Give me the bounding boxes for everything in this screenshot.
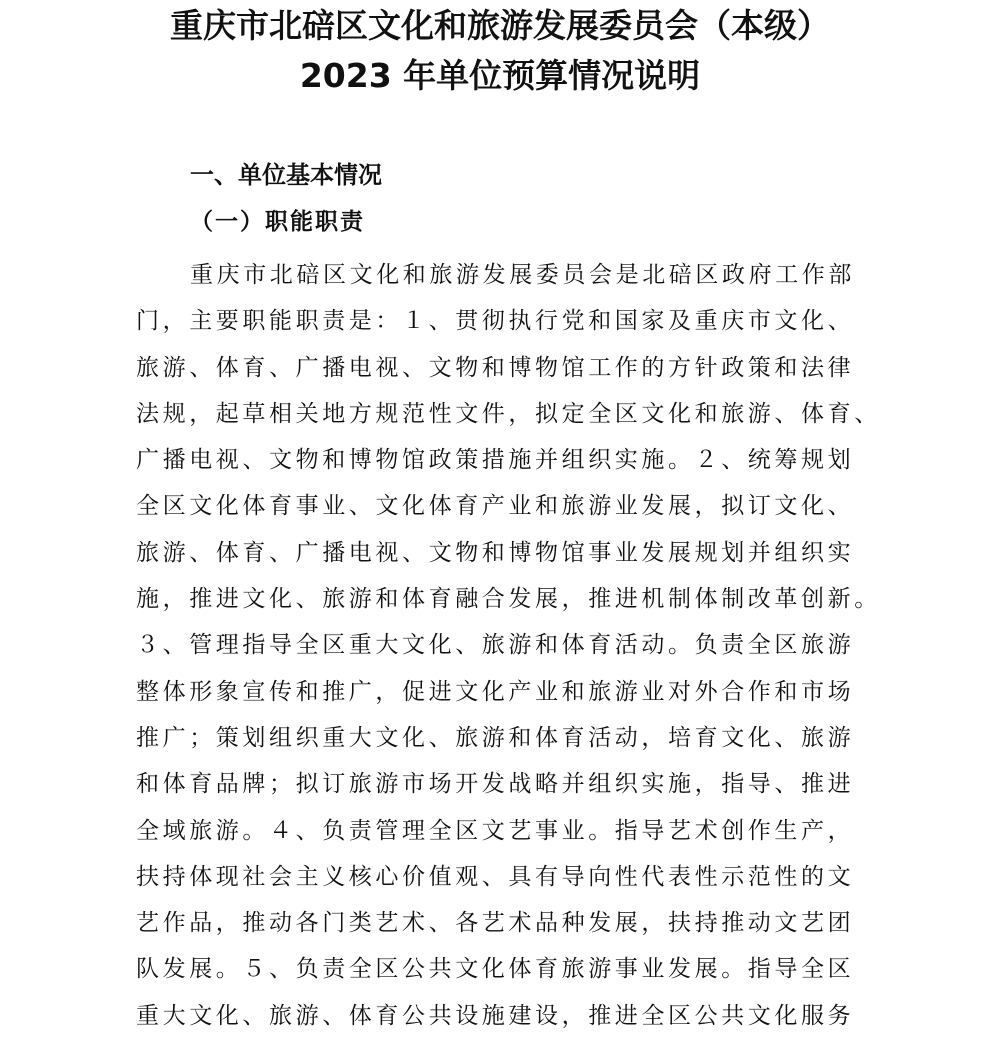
document-title-line-1: 重庆市北碚区文化和旅游发展委员会（本级） (170, 6, 830, 45)
section-heading: 一、单位基本情况 (190, 161, 382, 189)
paragraph-line: 整体形象宣传和推广，促进文化产业和旅游业对外合作和市场 (136, 678, 855, 705)
paragraph-line: 和体育品牌；拟订旅游市场开发战略并组织实施，指导、推进 (136, 771, 855, 798)
paragraph-line: 门，主要职能职责是：１、贯彻执行党和国家及重庆市文化、 (136, 308, 855, 335)
paragraph-line: 推广；策划组织重大文化、旅游和体育活动，培育文化、旅游 (136, 724, 855, 751)
paragraph-line: 旅游、体育、广播电视、文物和博物馆事业发展规划并组织实 (136, 539, 855, 566)
paragraph-line: 法规，起草相关地方规范性文件，拟定全区文化和旅游、体育、 (136, 400, 881, 427)
paragraph-line: 队发展。５、负责全区公共文化体育旅游事业发展。指导全区 (136, 956, 855, 983)
paragraph-line: 重庆市北碚区文化和旅游发展委员会是北碚区政府工作部 (190, 262, 855, 288)
paragraph-line: 全区文化体育事业、文化体育产业和旅游业发展，拟订文化、 (136, 493, 855, 520)
paragraph-line: 艺作品，推动各门类艺术、各艺术品种发展，扶持推动文艺团 (136, 910, 855, 937)
body-paragraph (136, 252, 896, 1039)
paragraph-line: 全域旅游。４、负责管理全区文艺事业。指导艺术创作生产， (136, 817, 855, 844)
paragraph-line: 重大文化、旅游、体育公共设施建设，推进全区公共文化服务 (136, 1002, 855, 1029)
paragraph-line: 扶持体现社会主义核心价值观、具有导向性代表性示范性的文 (136, 863, 855, 890)
paragraph-line: ３、管理指导全区重大文化、旅游和体育活动。负责全区旅游 (136, 632, 855, 659)
subsection-heading: （一）职能职责 (190, 208, 365, 235)
document-title-line-2: 2023 年单位预算情况说明 (299, 56, 701, 95)
paragraph-line: 旅游、体育、广播电视、文物和博物馆工作的方针政策和法律 (136, 354, 855, 381)
paragraph-line: 广播电视、文物和博物馆政策措施并组织实施。２、统筹规划 (136, 447, 855, 474)
paragraph-line: 施，推进文化、旅游和体育融合发展，推进机制体制改革创新。 (136, 586, 881, 613)
